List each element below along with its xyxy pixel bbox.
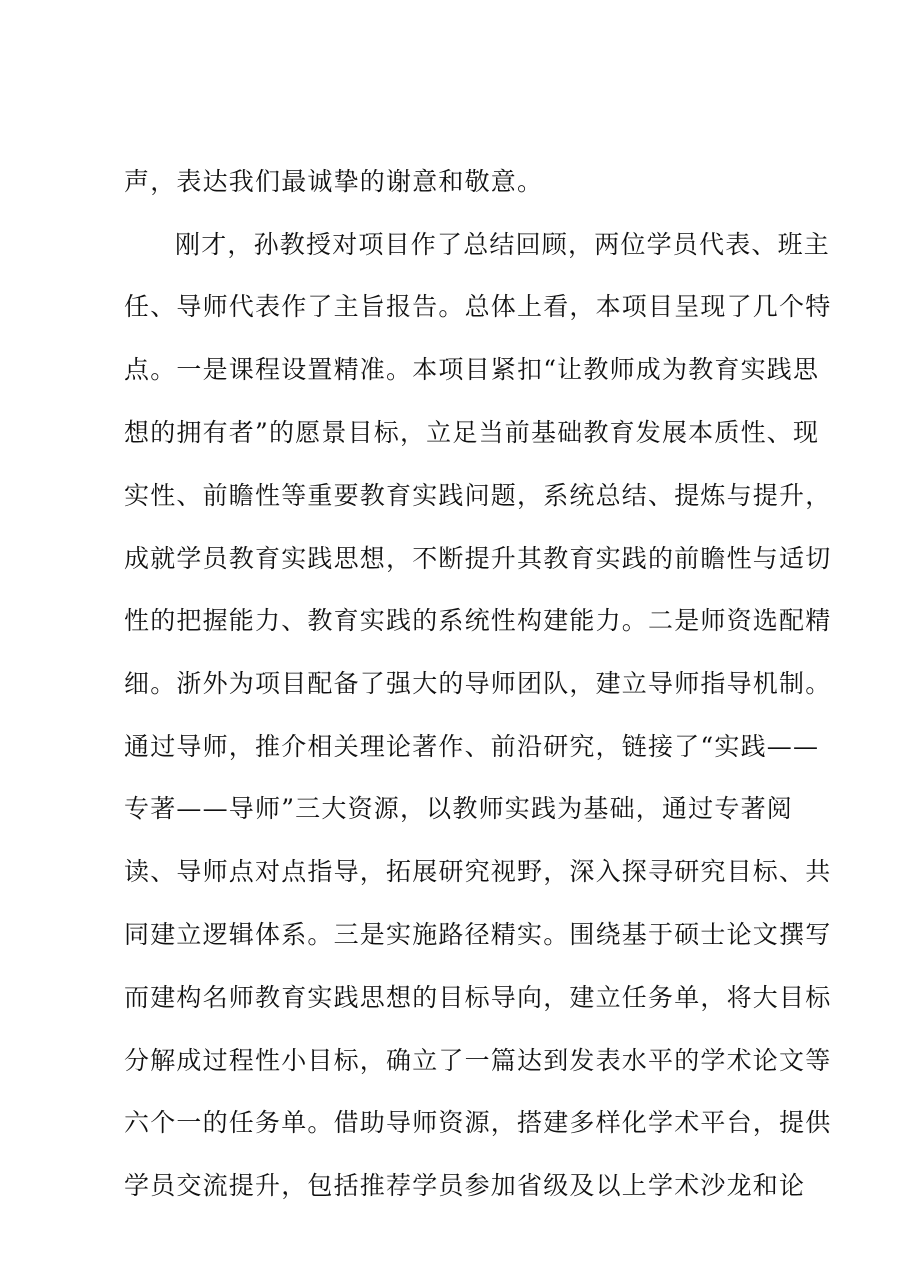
text-line: 专著——导师”三大资源，以教师实践为基础，通过专著阅: [124, 794, 793, 823]
text-line: 学员交流提升，包括推荐学员参加省级及以上学术沙龙和论: [124, 1171, 806, 1200]
text-line: 刚才，孙教授对项目作了总结回顾，两位学员代表、班主: [175, 230, 831, 259]
text-line: 成就学员教育实践思想，不断提升其教育实践的前瞻性与适切: [124, 544, 832, 573]
text-line: 同建立逻辑体系。三是实施路径精实。围绕基于硕士论文撰写: [124, 920, 832, 949]
text-line: 细。浙外为项目配备了强大的导师团队，建立导师指导机制。: [124, 669, 832, 698]
text-line: 读、导师点对点指导，拓展研究视野，深入探寻研究目标、共: [124, 857, 832, 886]
text-line: 分解成过程性小目标，确立了一篇达到发表水平的学术论文等: [124, 1046, 832, 1075]
text-line: 点。一是课程设置精准。本项目紧扣“让教师成为教育实践思: [124, 355, 820, 384]
text-line: 声，表达我们最诚挚的谢意和敬意。: [124, 167, 544, 196]
text-line: 六个一的任务单。借助导师资源，搭建多样化学术平台，提供: [124, 1108, 832, 1137]
text-line: 通过导师，推介相关理论著作、前沿研究，链接了“实践——: [124, 732, 820, 761]
text-line: 任、导师代表作了主旨报告。总体上看，本项目呈现了几个特: [124, 292, 832, 321]
text-line: 实性、前瞻性等重要教育实践问题，系统总结、提炼与提升，: [124, 481, 832, 510]
text-line: 性的把握能力、教育实践的系统性构建能力。二是师资选配精: [124, 606, 832, 635]
text-line: 想的拥有者”的愿景目标，立足当前基础教育发展本质性、现: [124, 418, 820, 447]
text-line: 而建构名师教育实践思想的目标导向，建立任务单，将大目标: [124, 983, 832, 1012]
